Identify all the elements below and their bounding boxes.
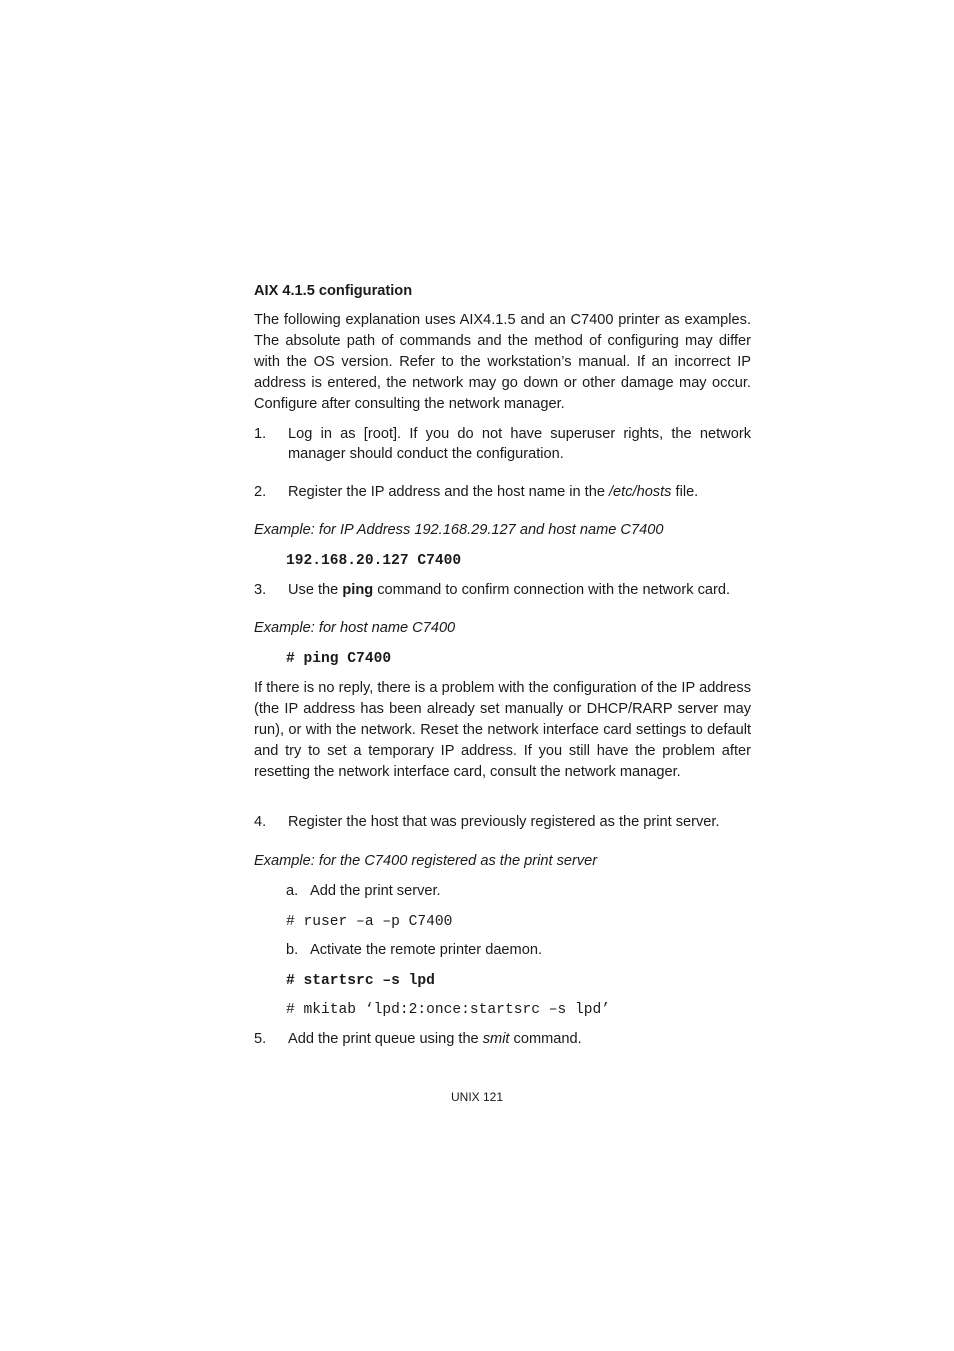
step-number: 3. xyxy=(254,582,267,598)
example-caption: Example: for host name C7400 xyxy=(254,620,456,636)
example-caption: Example: for IP Address 192.168.29.127 and host name C7400 xyxy=(254,522,664,538)
code-line: # ruser –a –p C7400 xyxy=(286,914,453,930)
step-number: 4. xyxy=(254,814,267,830)
page-footer: UNIX 121 xyxy=(450,1090,504,1104)
step-text xyxy=(288,1029,751,1049)
step-text-part: Use the xyxy=(288,582,343,598)
substep-text: Add the print server. xyxy=(310,883,441,899)
step-text-part: Add the print queue using the xyxy=(288,1031,483,1047)
command-name: smit xyxy=(482,1031,510,1047)
step-number: 1. xyxy=(254,426,267,442)
step-text xyxy=(288,482,751,502)
step-number: 2. xyxy=(254,484,267,500)
step-text: Log in as [root]. If you do not have superuser rights, the network manager should conduct the configuration. xyxy=(288,426,751,462)
step-3 xyxy=(254,580,751,600)
code-line: 192.168.20.127 C7400 xyxy=(286,553,462,569)
code-line: # startsrc –s lpd xyxy=(286,973,435,989)
intro-paragraph: The following explanation uses AIX4.1.5 and an C7400 printer as examples. The absolute path of commands and the method of configuring may differ with the OS version. Refer to the workstation’s manual. If an incorrect IP address is entered, the network may go down or other damage may occur. Configure after consulting the network manager. xyxy=(254,312,751,412)
substep-letter: a. xyxy=(286,883,299,899)
step-2 xyxy=(254,482,751,502)
step-text-part: command. xyxy=(509,1031,582,1047)
step-text-part: Register the IP address and the host name in the xyxy=(288,484,609,500)
substep-a xyxy=(286,881,441,901)
file-path: /etc/hosts xyxy=(609,484,672,500)
step-text-part: file. xyxy=(671,484,699,500)
step-text: Register the host that was previously registered as the print server. xyxy=(288,814,720,830)
step-text xyxy=(288,580,751,600)
example-caption: Example: for the C7400 registered as the print server xyxy=(254,853,598,869)
section-heading: AIX 4.1.5 configuration xyxy=(254,283,413,299)
command-name: ping xyxy=(342,582,374,598)
substep-letter: b. xyxy=(286,942,299,958)
substep-text: Activate the remote printer daemon. xyxy=(310,942,542,958)
step-number: 5. xyxy=(254,1031,267,1047)
step-text-part: command to confirm connection with the network card. xyxy=(373,582,731,598)
substep-b xyxy=(286,940,542,960)
step-1 xyxy=(254,424,751,464)
step-4 xyxy=(254,812,751,832)
code-line: # mkitab ‘lpd:2:once:startsrc –s lpd’ xyxy=(286,1002,611,1018)
code-line: # ping C7400 xyxy=(286,651,392,667)
no-reply-paragraph: If there is no reply, there is a problem with the configuration of the IP address (the IP address has been already set manually or DHCP/RARP server may run), or with the network. Reset the network interface card settings to default and try to set a temporary IP address. If you still have the problem after resetting the network interface card, consult the network manager. xyxy=(254,680,751,780)
step-5 xyxy=(254,1029,751,1049)
